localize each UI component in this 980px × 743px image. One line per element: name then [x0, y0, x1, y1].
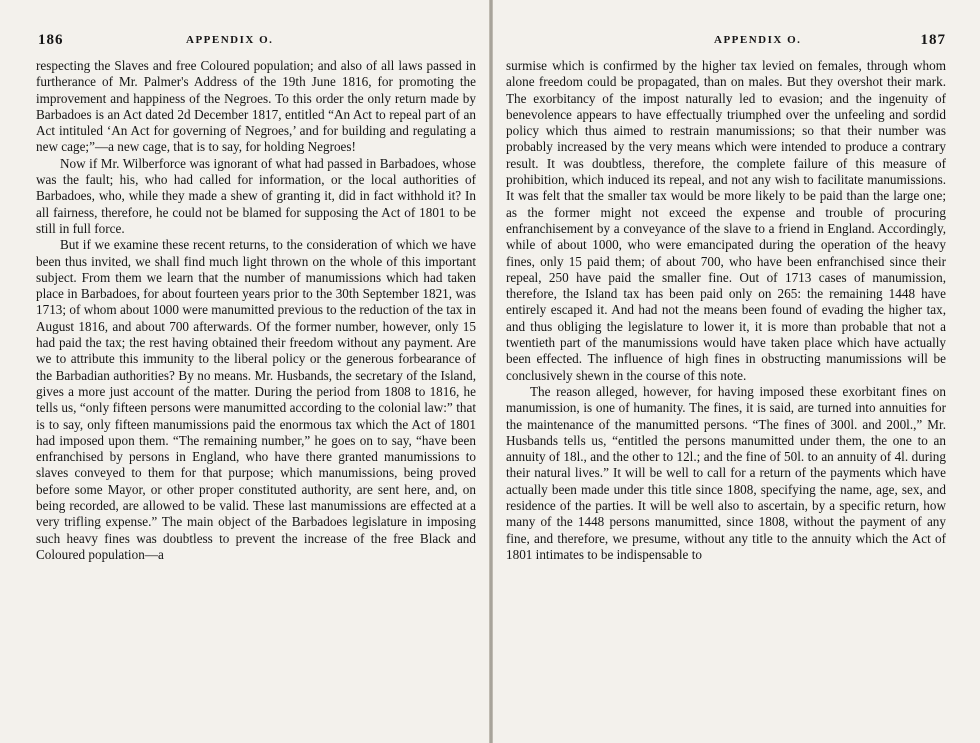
left-running-head — [36, 30, 476, 54]
right-page — [506, 30, 946, 736]
right-page-body — [506, 58, 946, 563]
left-paragraph-1: respecting the Slaves and free Coloured population; and also of all laws passed in furtherance of Mr. Palmer's Address of the 19th June 1816, for promoting the improvement and happiness of the Negroes. To this order the only return made by Barbadoes is an Act dated 2d December 1817, entitled “An Act to repeal part of an Act intituled ‘An Act for governing of Negroes,’ and for building and regulating a new cage;”—a new cage, that is to say, for holding Negroes! — [36, 58, 476, 155]
left-page-body — [36, 58, 476, 563]
right-running-head — [506, 30, 946, 54]
left-page — [36, 30, 476, 736]
right-paragraph-1: surmise which is confirmed by the higher tax levied on females, through whom alone freedom could be propagated, than on males. But they overshot their mark. The exorbitancy of the impost naturally led to evasion; and the ingenuity of benevolence appears to have effectually triumphed over the unfeeling and sordid policy which thus aimed to restrain manumissions; so that their number was probably increased by the very means which were intended to produce a contrary result. It was doubtless, therefore, the complete failure of this measure of prohibition, which induced its repeal, and not any wish to facilitate manumissions. It was felt that the smaller tax would be more likely to be paid than the large one; as the former might not exceed the expense and trouble of procuring enfranchisement by a conveyance of the slave to a friend in England. Accordingly, while of about 1000, who were emancipated during the operation of the heavy fines, only 15 paid them; of about 700, who have been enfranchised since their repeal, 250 have paid the smaller fine. Out of 1713 cases of manumission, therefore, the Island tax has been paid only on 265: the remaining 1448 have entirely escaped it. And had not the means been found of evading the higher tax, and thus obliging the legislature to lower it, it is more than probable that not a twentieth part of the manumissions would have taken place which have actually been effected. The influence of high fines in obstructing manumissions will be conclusively shewn in the course of this note. — [506, 58, 946, 383]
left-running-title: APPENDIX O. — [186, 34, 274, 46]
book-gutter — [489, 0, 493, 743]
left-page-number: 186 — [38, 32, 64, 48]
left-paragraph-2: Now if Mr. Wilberforce was ignorant of what had passed in Barbadoes, whose was the fault; his, who had called for information, or the local authorities of Barbadoes, who, while they made a shew of granting it, did in fact withhold it? In all fairness, therefore, he could not be blamed for supposing the Act of 1801 to be still in full force. — [36, 155, 476, 236]
left-paragraph-3: But if we examine these recent returns, to the consideration of which we have been thus invited, we shall find much light thrown on the whole of this important subject. From them we learn that the number of manumissions which had taken place in Barbadoes, for about fourteen years prior to the 30th September 1821, was 1713; of whom about 1000 were manumitted previous to the reduction of the tax in August 1816, and about 700 afterwards. Of the former number, however, only 15 had paid the tax; the rest having obtained their freedom without any payment. Are we to attribute this immunity to the liberal policy or the generous forbearance of the Barbadian authorities? By no means. Mr. Husbands, the secretary of the Island, gives a more just account of the matter. During the period from 1808 to 1816, he tells us, “only fifteen persons were manumitted according to the colonial law:” that is to say, only fifteen manumissions paid the enormous tax which the Act of 1801 had imposed upon them. “The remaining number,” he goes on to say, “have been enfranchised by persons in England, who have there granted manumissions to slaves conveyed to them for that purpose; which manumissions, being proved before some Mayor, or other proper constituted authority, are sent here, and, on being recorded, are allowed to be valid. These last manumissions are effected at a very trifling expense.” The main object of the Barbadoes legislature in imposing such heavy fines was doubtless to prevent the increase of the free Black and Coloured population—a — [36, 237, 476, 562]
right-paragraph-2: The reason alleged, however, for having imposed these exorbitant fines on manumission, is one of humanity. The fines, it is said, are turned into annuities for the maintenance of the manumitted persons. “The fines of 300l. and 200l.,” Mr. Husbands tells us, “entitled the persons manumitted under them, the one to an annuity of 18l., and the other to 12l.; and the fine of 50l. to an annuity of 4l. during their natural lives.” It will be well to call for a return of the payments which have actually been made under this title since 1808, specifying the name, age, sex, and residence of the parties. It will be well also to ascertain, by a specific return, how many of the 1448 persons manumitted, since 1808, without the payment of any fine, and therefore, we presume, without any title to the annuity which the Act of 1801 intimates to be indispensable to — [506, 383, 946, 562]
right-running-title: APPENDIX O. — [714, 34, 802, 46]
right-page-number: 187 — [920, 32, 946, 48]
